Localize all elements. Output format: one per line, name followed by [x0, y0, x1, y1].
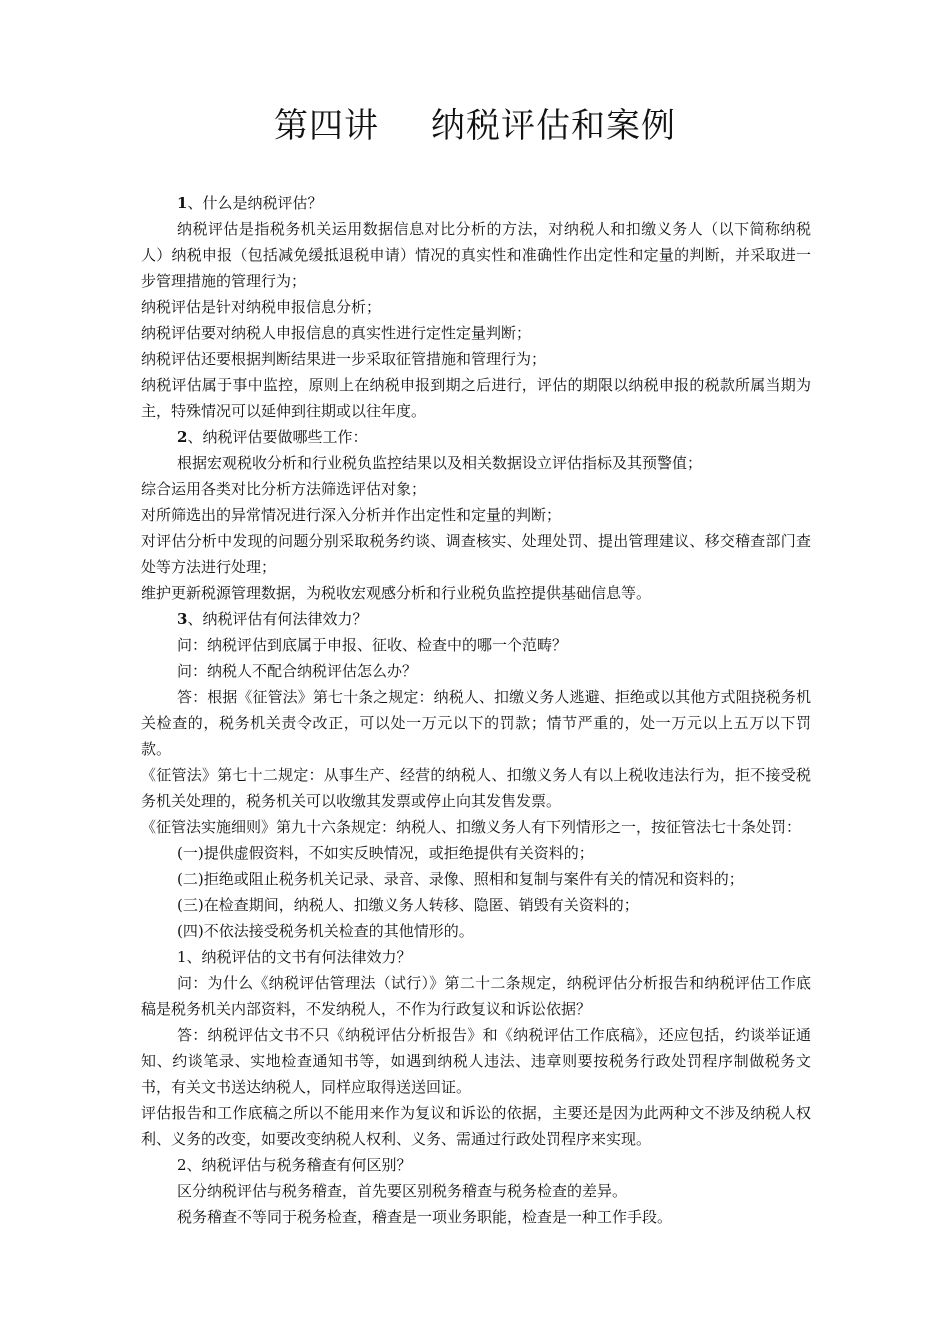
paragraph: 问：为什么《纳税评估管理法（试行）》第二十二条规定，纳税评估分析报告和纳税评估工作底稿是税务机关内部资料，不发纳税人，不作为行政复议和诉讼依据？	[141, 974, 811, 1018]
list-item: (二)拒绝或阻止税务机关记录、录音、录像、照相和复制与案件有关的情况和资料的；	[177, 870, 744, 888]
paragraph: 纳税评估要对纳税人申报信息的真实性进行定性定量判断；	[141, 324, 532, 342]
section-heading-1: 1、什么是纳税评估？	[177, 194, 323, 212]
subsection-heading: 2、纳税评估与税务稽查有何区别？	[177, 1156, 412, 1174]
section-heading-2: 2、纳税评估要做哪些工作：	[177, 428, 368, 446]
paragraph: 纳税评估是指税务机关运用数据信息对比分析的方法，对纳税人和扣缴义务人（以下简称纳税人）纳税申报（包括减免缓抵退税申请）情况的真实性和准确性作出定性和定量的判断，并采取进一步管理措施的管理行为；	[141, 220, 811, 290]
list-item: (三)在检查期间，纳税人、扣缴义务人转移、隐匿、销毁有关资料的；	[177, 896, 639, 914]
paragraph: 对评估分析中发现的问题分别采取税务约谈、调查核实、处理处罚、提出管理建议、移交稽查部门查处等方法进行处理；	[141, 532, 811, 576]
list-item: (一)提供虚假资料，不如实反映情况，或拒绝提供有关资料的；	[177, 844, 594, 862]
paragraph: 问：纳税人不配合纳税评估怎么办？	[177, 662, 418, 680]
title-part1: 第四讲	[274, 106, 379, 146]
paragraph: 综合运用各类对比分析方法筛选评估对象；	[141, 480, 427, 498]
paragraph: 纳税评估属于事中监控，原则上在纳税申报到期之后进行，评估的期限以纳税申报的税款所属当期为主，特殊情况可以延伸到往期或以往年度。	[141, 376, 811, 420]
paragraph: 区分纳税评估与税务稽查，首先要区别税务稽查与税务检查的差异。	[177, 1182, 628, 1200]
paragraph: 评估报告和工作底稿之所以不能用来作为复议和诉讼的依据，主要还是因为此两种文不涉及纳税人权利、义务的改变，如要改变纳税人权利、义务、需通过行政处罚程序来实现。	[141, 1104, 811, 1148]
paragraph: 纳税评估还要根据判断结果进一步采取征管措施和管理行为；	[141, 350, 547, 368]
paragraph: 《征管法》第七十二规定：从事生产、经营的纳税人、扣缴义务人有以上税收违法行为，拒不接受税务机关处理的，税务机关可以收缴其发票或停止向其发售发票。	[141, 766, 811, 810]
list-item: (四)不依法接受税务机关检查的其他情形的。	[177, 922, 474, 940]
paragraph: 问：纳税评估到底属于申报、征收、检查中的哪一个范畴？	[177, 636, 568, 654]
paragraph: 《征管法实施细则》第九十六条规定：纳税人、扣缴义务人有下列情形之一，按征管法七十条处罚：	[141, 818, 802, 836]
paragraph: 答：根据《征管法》第七十条之规定：纳税人、扣缴义务人逃避、拒绝或以其他方式阻挠税务机关检查的，税务机关责令改正，可以处一万元以下的罚款；情节严重的，处一万元以上五万以下罚款。	[141, 688, 811, 758]
subsection-heading: 1、纳税评估的文书有何法律效力？	[177, 948, 412, 966]
paragraph: 答：纳税评估文书不只《纳税评估分析报告》和《纳税评估工作底稿》，还应包括，约谈举证通知、约谈笔录、实地检查通知书等，如遇到纳税人违法、违章则要按税务行政处罚程序制做税务文书，有关文书送达纳税人，同样应取得送送回证。	[141, 1026, 811, 1096]
paragraph: 税务稽查不等同于税务检查，稽查是一项业务职能，检查是一种工作手段。	[177, 1208, 673, 1226]
paragraph: 纳税评估是针对纳税申报信息分析；	[141, 298, 382, 316]
paragraph: 对所筛选出的异常情况进行深入分析并作出定性和定量的判断；	[141, 506, 562, 524]
page-title	[0, 98, 950, 154]
title-part2: 纳税评估和案例	[431, 106, 676, 146]
document-body	[141, 190, 811, 1230]
section-heading-3: 3、纳税评估有何法律效力？	[177, 610, 368, 628]
paragraph: 根据宏观税收分析和行业税负监控结果以及相关数据设立评估指标及其预警值；	[177, 454, 703, 472]
paragraph: 维护更新税源管理数据，为税收宏观感分析和行业税负监控提供基础信息等。	[141, 584, 652, 602]
